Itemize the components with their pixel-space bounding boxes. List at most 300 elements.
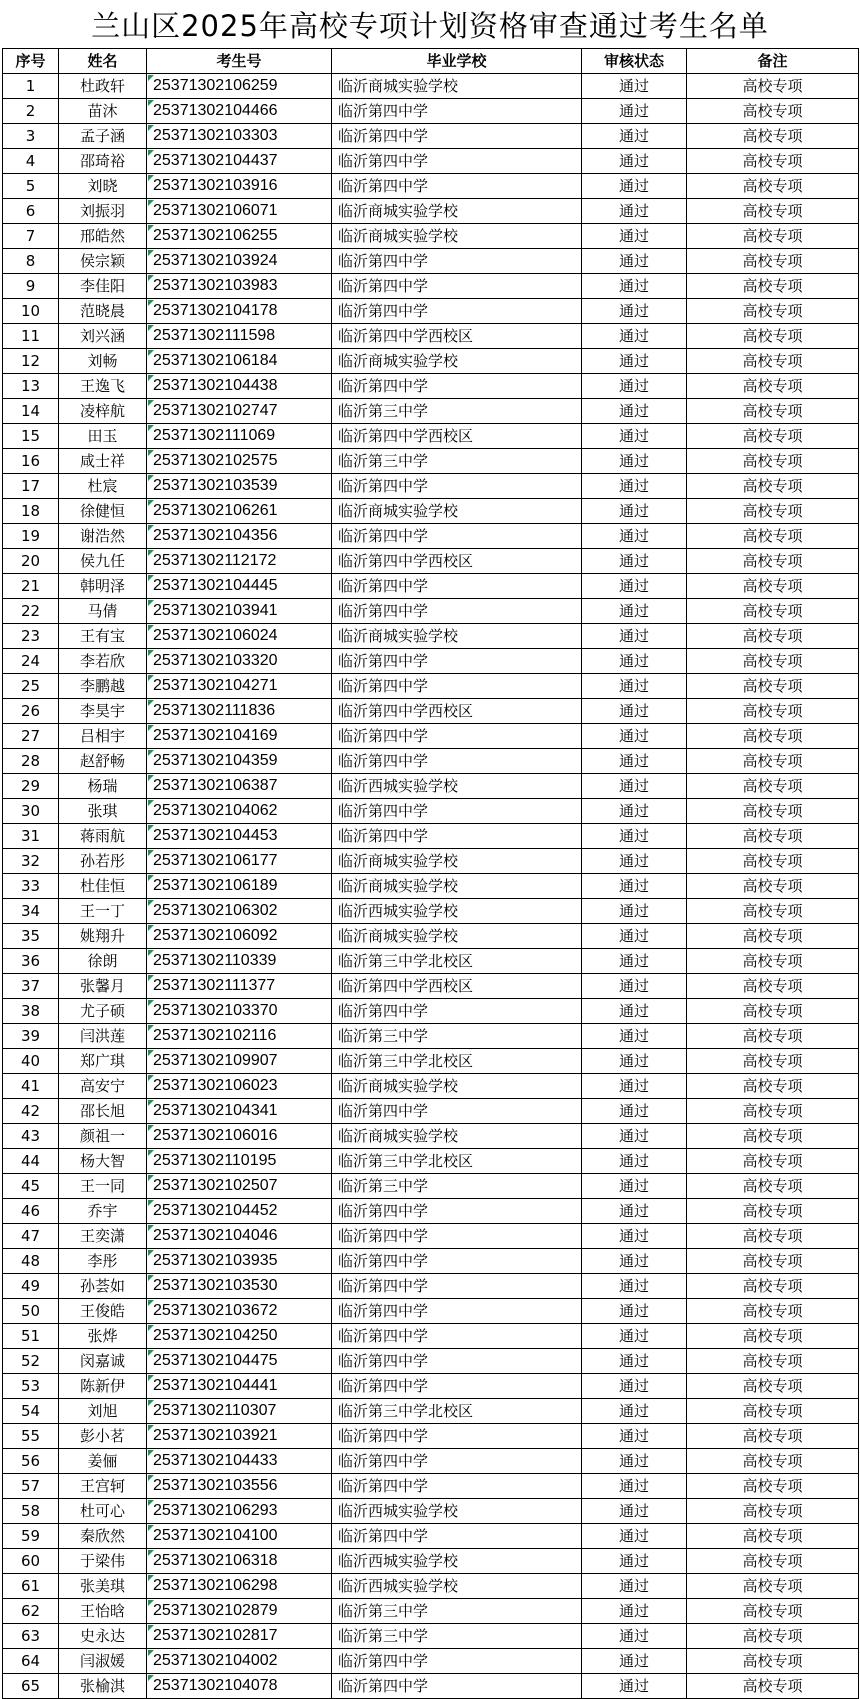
cell-status: 通过 (582, 699, 687, 724)
cell-name: 王怡晗 (59, 1599, 147, 1624)
cell-exam-id: 25371302103539 (147, 474, 332, 499)
cell-status: 通过 (582, 1499, 687, 1524)
cell-school: 临沂第三中学北校区 (332, 1049, 582, 1074)
cell-name: 田玉 (59, 424, 147, 449)
cell-exam-id: 25371302106092 (147, 924, 332, 949)
cell-remark: 高校专项 (687, 699, 859, 724)
cell-exam-id: 25371302102747 (147, 399, 332, 424)
cell-index: 14 (3, 399, 59, 424)
cell-name: 张烨 (59, 1324, 147, 1349)
cell-remark: 高校专项 (687, 924, 859, 949)
cell-name: 孟子涵 (59, 124, 147, 149)
cell-status: 通过 (582, 74, 687, 99)
cell-school: 临沂第四中学 (332, 1649, 582, 1674)
cell-index: 29 (3, 774, 59, 799)
cell-index: 52 (3, 1349, 59, 1374)
cell-index: 51 (3, 1324, 59, 1349)
cell-name: 刘晓 (59, 174, 147, 199)
cell-name: 杜政轩 (59, 74, 147, 99)
cell-index: 21 (3, 574, 59, 599)
cell-exam-id: 25371302106024 (147, 624, 332, 649)
cell-remark: 高校专项 (687, 374, 859, 399)
cell-school: 临沂第四中学 (332, 1674, 582, 1699)
cell-school: 临沂第三中学北校区 (332, 1149, 582, 1174)
cell-index: 37 (3, 974, 59, 999)
cell-school: 临沂西城实验学校 (332, 774, 582, 799)
table-row (3, 474, 859, 499)
cell-status: 通过 (582, 199, 687, 224)
cell-name: 邵长旭 (59, 1099, 147, 1124)
cell-school: 临沂第四中学 (332, 1274, 582, 1299)
cell-exam-id: 25371302103916 (147, 174, 332, 199)
cell-school: 临沂第四中学西校区 (332, 324, 582, 349)
cell-status: 通过 (582, 749, 687, 774)
table-row (3, 1649, 859, 1674)
cell-index: 50 (3, 1299, 59, 1324)
cell-exam-id: 25371302111836 (147, 699, 332, 724)
cell-name: 刘振羽 (59, 199, 147, 224)
cell-index: 17 (3, 474, 59, 499)
cell-status: 通过 (582, 1599, 687, 1624)
cell-status: 通过 (582, 1649, 687, 1674)
cell-remark: 高校专项 (687, 174, 859, 199)
cell-remark: 高校专项 (687, 649, 859, 674)
cell-status: 通过 (582, 1549, 687, 1574)
header-remark: 备注 (687, 49, 859, 74)
table-row (3, 1424, 859, 1449)
table-row (3, 799, 859, 824)
cell-exam-id: 25371302104475 (147, 1349, 332, 1374)
cell-name: 孙若彤 (59, 849, 147, 874)
table-row (3, 1099, 859, 1124)
cell-index: 64 (3, 1649, 59, 1674)
table-row (3, 499, 859, 524)
cell-name: 李彤 (59, 1249, 147, 1274)
cell-index: 9 (3, 274, 59, 299)
table-row (3, 649, 859, 674)
cell-status: 通过 (582, 124, 687, 149)
cell-remark: 高校专项 (687, 324, 859, 349)
cell-index: 15 (3, 424, 59, 449)
cell-remark: 高校专项 (687, 424, 859, 449)
table-row (3, 1024, 859, 1049)
cell-status: 通过 (582, 1149, 687, 1174)
cell-exam-id: 25371302104169 (147, 724, 332, 749)
cell-school: 临沂第四中学 (332, 649, 582, 674)
cell-status: 通过 (582, 1474, 687, 1499)
cell-remark: 高校专项 (687, 1049, 859, 1074)
cell-index: 35 (3, 924, 59, 949)
cell-name: 高安宁 (59, 1074, 147, 1099)
cell-exam-id: 25371302104441 (147, 1374, 332, 1399)
cell-remark: 高校专项 (687, 349, 859, 374)
cell-exam-id: 25371302102507 (147, 1174, 332, 1199)
cell-school: 临沂西城实验学校 (332, 899, 582, 924)
cell-school: 临沂第四中学 (332, 1424, 582, 1449)
cell-remark: 高校专项 (687, 1324, 859, 1349)
cell-remark: 高校专项 (687, 874, 859, 899)
table-row (3, 174, 859, 199)
cell-index: 47 (3, 1224, 59, 1249)
cell-exam-id: 25371302106293 (147, 1499, 332, 1524)
cell-exam-id: 25371302104453 (147, 824, 332, 849)
cell-status: 通过 (582, 1249, 687, 1274)
cell-exam-id: 25371302110339 (147, 949, 332, 974)
table-row (3, 1599, 859, 1624)
table-row (3, 1499, 859, 1524)
cell-remark: 高校专项 (687, 1349, 859, 1374)
cell-status: 通过 (582, 1574, 687, 1599)
cell-status: 通过 (582, 974, 687, 999)
table-row (3, 774, 859, 799)
cell-index: 3 (3, 124, 59, 149)
cell-exam-id: 25371302102879 (147, 1599, 332, 1624)
cell-name: 邵琦裕 (59, 149, 147, 174)
cell-status: 通过 (582, 1174, 687, 1199)
cell-name: 吕相宇 (59, 724, 147, 749)
table-row (3, 724, 859, 749)
cell-name: 杜宸 (59, 474, 147, 499)
cell-status: 通过 (582, 1199, 687, 1224)
cell-index: 43 (3, 1124, 59, 1149)
cell-school: 临沂第四中学西校区 (332, 699, 582, 724)
cell-exam-id: 25371302110307 (147, 1399, 332, 1424)
cell-name: 姜俪 (59, 1449, 147, 1474)
cell-remark: 高校专项 (687, 774, 859, 799)
cell-remark: 高校专项 (687, 624, 859, 649)
table-row (3, 1274, 859, 1299)
cell-remark: 高校专项 (687, 849, 859, 874)
header-exam-id: 考生号 (147, 49, 332, 74)
cell-school: 临沂商城实验学校 (332, 349, 582, 374)
table-row (3, 824, 859, 849)
cell-school: 临沂商城实验学校 (332, 1074, 582, 1099)
table-row (3, 699, 859, 724)
header-school: 毕业学校 (332, 49, 582, 74)
table-row (3, 374, 859, 399)
table-row (3, 1449, 859, 1474)
cell-index: 59 (3, 1524, 59, 1549)
cell-exam-id: 25371302103303 (147, 124, 332, 149)
cell-remark: 高校专项 (687, 1124, 859, 1149)
cell-exam-id: 25371302111598 (147, 324, 332, 349)
cell-status: 通过 (582, 1674, 687, 1699)
cell-exam-id: 25371302104356 (147, 524, 332, 549)
cell-remark: 高校专项 (687, 1424, 859, 1449)
cell-exam-id: 25371302104437 (147, 149, 332, 174)
cell-index: 38 (3, 999, 59, 1024)
cell-name: 尤子硕 (59, 999, 147, 1024)
table-row (3, 1474, 859, 1499)
cell-name: 范晓晨 (59, 299, 147, 324)
cell-school: 临沂第四中学 (332, 1224, 582, 1249)
cell-name: 谢浩然 (59, 524, 147, 549)
cell-exam-id: 25371302106071 (147, 199, 332, 224)
table-row (3, 324, 859, 349)
cell-remark: 高校专项 (687, 949, 859, 974)
table-row (3, 574, 859, 599)
cell-status: 通过 (582, 374, 687, 399)
cell-name: 王逸飞 (59, 374, 147, 399)
cell-name: 杜佳恒 (59, 874, 147, 899)
table-row (3, 124, 859, 149)
table-row (3, 299, 859, 324)
cell-index: 27 (3, 724, 59, 749)
cell-name: 孙荟如 (59, 1274, 147, 1299)
cell-exam-id: 25371302106302 (147, 899, 332, 924)
cell-status: 通过 (582, 449, 687, 474)
table-row (3, 924, 859, 949)
cell-status: 通过 (582, 999, 687, 1024)
cell-school: 临沂第四中学 (332, 1374, 582, 1399)
header-index: 序号 (3, 49, 59, 74)
cell-index: 55 (3, 1424, 59, 1449)
cell-exam-id: 25371302111069 (147, 424, 332, 449)
cell-remark: 高校专项 (687, 1174, 859, 1199)
cell-name: 陈新伊 (59, 1374, 147, 1399)
cell-remark: 高校专项 (687, 1574, 859, 1599)
cell-exam-id: 25371302106016 (147, 1124, 332, 1149)
cell-school: 临沂第四中学 (332, 674, 582, 699)
cell-school: 临沂第四中学 (332, 1324, 582, 1349)
cell-exam-id: 25371302112172 (147, 549, 332, 574)
cell-index: 34 (3, 899, 59, 924)
cell-status: 通过 (582, 149, 687, 174)
cell-school: 临沂第四中学 (332, 1349, 582, 1374)
cell-exam-id: 25371302106023 (147, 1074, 332, 1099)
table-row (3, 549, 859, 574)
table-row (3, 1299, 859, 1324)
header-status: 审核状态 (582, 49, 687, 74)
table-row (3, 599, 859, 624)
cell-exam-id: 25371302109907 (147, 1049, 332, 1074)
table-row (3, 224, 859, 249)
cell-school: 临沂第三中学 (332, 399, 582, 424)
cell-school: 临沂第四中学 (332, 1449, 582, 1474)
table-row (3, 1249, 859, 1274)
table-row (3, 1624, 859, 1649)
cell-school: 临沂第四中学 (332, 274, 582, 299)
cell-remark: 高校专项 (687, 249, 859, 274)
cell-index: 58 (3, 1499, 59, 1524)
cell-school: 临沂西城实验学校 (332, 1574, 582, 1599)
cell-index: 13 (3, 374, 59, 399)
cell-school: 临沂第三中学 (332, 1599, 582, 1624)
cell-school: 临沂商城实验学校 (332, 849, 582, 874)
cell-index: 63 (3, 1624, 59, 1649)
cell-remark: 高校专项 (687, 1499, 859, 1524)
cell-exam-id: 25371302103983 (147, 274, 332, 299)
cell-status: 通过 (582, 549, 687, 574)
table-row (3, 1549, 859, 1574)
cell-status: 通过 (582, 949, 687, 974)
cell-status: 通过 (582, 924, 687, 949)
table-row (3, 1324, 859, 1349)
cell-index: 31 (3, 824, 59, 849)
cell-remark: 高校专项 (687, 99, 859, 124)
cell-name: 侯宗颖 (59, 249, 147, 274)
cell-name: 杜可心 (59, 1499, 147, 1524)
cell-exam-id: 25371302102817 (147, 1624, 332, 1649)
cell-exam-id: 25371302106184 (147, 349, 332, 374)
cell-exam-id: 25371302103530 (147, 1274, 332, 1299)
table-row (3, 874, 859, 899)
cell-name: 侯九任 (59, 549, 147, 574)
cell-exam-id: 25371302104466 (147, 99, 332, 124)
cell-index: 45 (3, 1174, 59, 1199)
cell-name: 闫洪莲 (59, 1024, 147, 1049)
cell-name: 张美琪 (59, 1574, 147, 1599)
cell-index: 18 (3, 499, 59, 524)
cell-remark: 高校专项 (687, 574, 859, 599)
cell-remark: 高校专项 (687, 724, 859, 749)
cell-exam-id: 25371302104062 (147, 799, 332, 824)
cell-index: 11 (3, 324, 59, 349)
cell-exam-id: 25371302106261 (147, 499, 332, 524)
cell-exam-id: 25371302104100 (147, 1524, 332, 1549)
cell-school: 临沂第四中学 (332, 374, 582, 399)
cell-name: 张榆淇 (59, 1674, 147, 1699)
table-row (3, 1574, 859, 1599)
cell-school: 临沂第四中学 (332, 1249, 582, 1274)
cell-name: 李若欣 (59, 649, 147, 674)
cell-index: 1 (3, 74, 59, 99)
cell-remark: 高校专项 (687, 524, 859, 549)
cell-remark: 高校专项 (687, 599, 859, 624)
cell-school: 临沂第四中学 (332, 524, 582, 549)
cell-index: 22 (3, 599, 59, 624)
cell-remark: 高校专项 (687, 1249, 859, 1274)
table-row (3, 1049, 859, 1074)
cell-school: 临沂西城实验学校 (332, 1549, 582, 1574)
cell-school: 临沂第四中学 (332, 749, 582, 774)
cell-status: 通过 (582, 524, 687, 549)
cell-name: 马倩 (59, 599, 147, 624)
cell-remark: 高校专项 (687, 1524, 859, 1549)
cell-index: 23 (3, 624, 59, 649)
cell-status: 通过 (582, 1224, 687, 1249)
cell-name: 杨大智 (59, 1149, 147, 1174)
cell-remark: 高校专项 (687, 1074, 859, 1099)
table-row (3, 1349, 859, 1374)
cell-remark: 高校专项 (687, 1224, 859, 1249)
cell-status: 通过 (582, 624, 687, 649)
cell-exam-id: 25371302104046 (147, 1224, 332, 1249)
cell-name: 刘畅 (59, 349, 147, 374)
cell-status: 通过 (582, 849, 687, 874)
cell-school: 临沂第四中学 (332, 599, 582, 624)
cell-status: 通过 (582, 499, 687, 524)
cell-status: 通过 (582, 349, 687, 374)
cell-remark: 高校专项 (687, 199, 859, 224)
table-row (3, 1224, 859, 1249)
cell-exam-id: 25371302106177 (147, 849, 332, 874)
cell-exam-id: 25371302106259 (147, 74, 332, 99)
cell-index: 25 (3, 674, 59, 699)
cell-name: 王一丁 (59, 899, 147, 924)
cell-index: 56 (3, 1449, 59, 1474)
cell-name: 王一同 (59, 1174, 147, 1199)
cell-school: 临沂第四中学 (332, 149, 582, 174)
cell-index: 54 (3, 1399, 59, 1424)
cell-index: 57 (3, 1474, 59, 1499)
cell-status: 通过 (582, 99, 687, 124)
cell-status: 通过 (582, 1274, 687, 1299)
cell-school: 临沂商城实验学校 (332, 74, 582, 99)
table-row (3, 349, 859, 374)
cell-remark: 高校专项 (687, 299, 859, 324)
cell-name: 张馨月 (59, 974, 147, 999)
cell-index: 48 (3, 1249, 59, 1274)
cell-exam-id: 25371302106189 (147, 874, 332, 899)
cell-index: 42 (3, 1099, 59, 1124)
cell-index: 32 (3, 849, 59, 874)
cell-exam-id: 25371302103921 (147, 1424, 332, 1449)
cell-name: 李昊宇 (59, 699, 147, 724)
cell-name: 乔宇 (59, 1199, 147, 1224)
cell-exam-id: 25371302104438 (147, 374, 332, 399)
cell-exam-id: 25371302104359 (147, 749, 332, 774)
cell-school: 临沂第三中学 (332, 1024, 582, 1049)
cell-name: 王俊皓 (59, 1299, 147, 1324)
cell-index: 53 (3, 1374, 59, 1399)
cell-index: 20 (3, 549, 59, 574)
cell-school: 临沂西城实验学校 (332, 1499, 582, 1524)
cell-name: 刘兴涵 (59, 324, 147, 349)
cell-school: 临沂第四中学 (332, 174, 582, 199)
cell-status: 通过 (582, 324, 687, 349)
cell-exam-id: 25371302104002 (147, 1649, 332, 1674)
cell-remark: 高校专项 (687, 1549, 859, 1574)
cell-status: 通过 (582, 824, 687, 849)
cell-index: 26 (3, 699, 59, 724)
cell-index: 61 (3, 1574, 59, 1599)
cell-school: 临沂第四中学 (332, 124, 582, 149)
cell-status: 通过 (582, 1124, 687, 1149)
cell-remark: 高校专项 (687, 1149, 859, 1174)
cell-status: 通过 (582, 424, 687, 449)
table-row (3, 899, 859, 924)
cell-name: 李佳阳 (59, 274, 147, 299)
cell-school: 临沂第四中学 (332, 1199, 582, 1224)
table-row (3, 199, 859, 224)
cell-name: 于梁伟 (59, 1549, 147, 1574)
cell-school: 临沂第四中学 (332, 99, 582, 124)
cell-remark: 高校专项 (687, 974, 859, 999)
cell-remark: 高校专项 (687, 474, 859, 499)
cell-name: 颜祖一 (59, 1124, 147, 1149)
cell-exam-id: 25371302106387 (147, 774, 332, 799)
cell-school: 临沂第四中学 (332, 574, 582, 599)
cell-exam-id: 25371302106318 (147, 1549, 332, 1574)
cell-exam-id: 25371302104250 (147, 1324, 332, 1349)
table-row (3, 449, 859, 474)
cell-index: 44 (3, 1149, 59, 1174)
cell-remark: 高校专项 (687, 1399, 859, 1424)
cell-status: 通过 (582, 1324, 687, 1349)
header-row (3, 49, 859, 74)
cell-remark: 高校专项 (687, 1674, 859, 1699)
table-row (3, 624, 859, 649)
cell-remark: 高校专项 (687, 1099, 859, 1124)
cell-school: 临沂第四中学 (332, 1299, 582, 1324)
cell-exam-id: 25371302106255 (147, 224, 332, 249)
cell-exam-id: 25371302103556 (147, 1474, 332, 1499)
cell-school: 临沂商城实验学校 (332, 199, 582, 224)
cell-name: 张琪 (59, 799, 147, 824)
cell-remark: 高校专项 (687, 999, 859, 1024)
cell-status: 通过 (582, 1074, 687, 1099)
